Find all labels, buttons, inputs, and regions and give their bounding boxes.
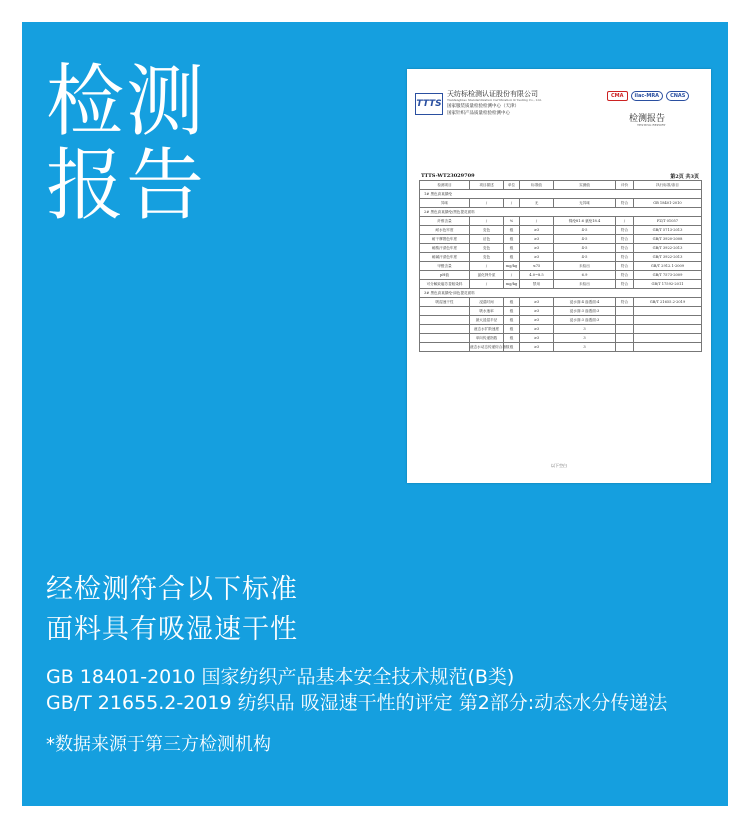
table-cell: 可分解致癌芳香胺染料 xyxy=(420,280,470,289)
report-footer: 以下空白 xyxy=(551,463,567,468)
standard-line-2: GB/T 21655.2-2019 纺织品 吸湿速干性的评定 第2部分:动态水分传递法 xyxy=(46,692,668,714)
table-cell: ≥3 xyxy=(520,253,554,262)
page-title xyxy=(46,57,207,231)
table-cell: 4-5 xyxy=(554,244,616,253)
table-cell: 液态水动态传递综合指数 xyxy=(470,343,504,352)
table-cell: FZ/T 01057 xyxy=(634,217,702,226)
table-cell xyxy=(420,325,470,334)
table-cell: 耐水色牢度 xyxy=(420,226,470,235)
section-label: 1# 黑色高莫腈纶 xyxy=(420,190,702,199)
table-cell: / xyxy=(470,262,504,271)
table-cell xyxy=(616,343,634,352)
table-row xyxy=(420,316,702,325)
table-cell: GB/T 7573-2009 xyxy=(634,271,702,280)
table-cell: 最大浸湿半径 xyxy=(470,316,504,325)
table-cell: 未检出 xyxy=(554,262,616,271)
table-cell xyxy=(616,316,634,325)
table-cell: / xyxy=(504,271,520,280)
table-cell: 3 xyxy=(554,325,616,334)
table-cell xyxy=(616,325,634,334)
table-cell: % xyxy=(504,217,520,226)
table-header-cell: 单位 xyxy=(504,181,520,190)
table-cell: ≥3 xyxy=(520,316,554,325)
table-cell: 氯化钾介质 xyxy=(470,271,504,280)
table-cell: 级 xyxy=(504,298,520,307)
blue-panel xyxy=(22,22,728,806)
table-cell: 甲醛含量 xyxy=(420,262,470,271)
table-row xyxy=(420,262,702,271)
table-header-cell: 执行标准/条目 xyxy=(634,181,702,190)
table-cell: mg/kg xyxy=(504,280,520,289)
cma-badge: CMA xyxy=(607,91,628,101)
table-cell: 级 xyxy=(504,253,520,262)
table-cell xyxy=(616,307,634,316)
table-cell: 4-5 xyxy=(554,253,616,262)
table-cell: 符合 xyxy=(616,298,634,307)
table-cell: ≥3 xyxy=(520,244,554,253)
org-line-1: 国家服装质量检验检测中心（天津） xyxy=(447,104,519,109)
table-cell: 6.9 xyxy=(554,271,616,280)
table-row xyxy=(420,325,702,334)
table-header-row xyxy=(420,181,702,190)
table-cell: 符合 xyxy=(616,226,634,235)
table-header-cell: 检测项目 xyxy=(420,181,470,190)
table-cell: 符合 xyxy=(616,262,634,271)
section-label: 2# 黑色高莫腈纶/黑色提花面料 xyxy=(420,208,702,217)
table-cell: 无异味 xyxy=(554,199,616,208)
report-title: 检测报告 xyxy=(629,114,666,124)
table-cell xyxy=(634,307,702,316)
table-cell: 符合 xyxy=(616,244,634,253)
table-cell xyxy=(634,334,702,343)
table-cell xyxy=(420,343,470,352)
table-cell: 浸水面:3 渗透面:3 xyxy=(554,316,616,325)
table-cell: 符合 xyxy=(616,280,634,289)
table-cell: ≥3 xyxy=(520,235,554,244)
table-cell: / xyxy=(616,217,634,226)
table-cell: 单向传递指数 xyxy=(470,334,504,343)
table-cell: ≤75 xyxy=(520,262,554,271)
table-cell: 4-5 xyxy=(554,235,616,244)
table-row xyxy=(420,235,702,244)
table-cell: GB/T 17592-2011 xyxy=(634,280,702,289)
table-cell: 变色 xyxy=(470,253,504,262)
subtitle-line-1: 经检测符合以下标准 xyxy=(46,574,298,605)
subtitle-line-2: 面料具有吸湿速干性 xyxy=(46,614,298,645)
table-cell: 级 xyxy=(504,325,520,334)
org-line-2: 国家针织产品质量检验检测中心 xyxy=(447,111,510,116)
table-cell: 液态水扩散速度 xyxy=(470,325,504,334)
table-cell: 浸水面:3 渗透面:3 xyxy=(554,307,616,316)
table-cell: ≥3 xyxy=(520,226,554,235)
table-header-cell: 实测值 xyxy=(554,181,616,190)
table-cell xyxy=(634,325,702,334)
table-cell: GB/T 3922-2013 xyxy=(634,244,702,253)
table-cell: / xyxy=(470,280,504,289)
standard-line-1: GB 18401-2010 国家纺织产品基本安全技术规范(B类) xyxy=(46,666,515,688)
table-cell: 级 xyxy=(504,226,520,235)
table-cell xyxy=(420,334,470,343)
table-cell: 吸水速率 xyxy=(470,307,504,316)
table-cell: 耐干摩擦色牢度 xyxy=(420,235,470,244)
table-header-cell: 标准值 xyxy=(520,181,554,190)
table-header-cell: 项目描述 xyxy=(470,181,504,190)
table-cell xyxy=(420,316,470,325)
report-number: TTTS-WT23029709 xyxy=(421,173,475,179)
table-cell xyxy=(634,316,702,325)
table-cell: mg/kg xyxy=(504,262,520,271)
table-row xyxy=(420,280,702,289)
results-table xyxy=(419,180,702,352)
table-section-row xyxy=(420,190,702,199)
table-cell: 3 xyxy=(554,334,616,343)
title-line-1: 检测 xyxy=(46,57,207,147)
table-row xyxy=(420,253,702,262)
org-name-cn: 天纺标检测认证股份有限公司 xyxy=(447,90,538,98)
table-cell: 吸湿速干性 xyxy=(420,298,470,307)
table-cell: ≥3 xyxy=(520,325,554,334)
table-cell: ≥3 xyxy=(520,334,554,343)
table-row xyxy=(420,244,702,253)
table-cell: GB/T 5713-2013 xyxy=(634,226,702,235)
org-name-en: Tianfangbiao Standardization Certification & Testing Co., Ltd. xyxy=(447,98,542,102)
table-cell: 符合 xyxy=(616,235,634,244)
table-cell: GB/T 3920-2008 xyxy=(634,235,702,244)
table-cell: 4.0~8.5 xyxy=(520,271,554,280)
table-cell: / xyxy=(470,217,504,226)
certification-badges xyxy=(607,91,689,101)
table-cell: 禁用 xyxy=(520,280,554,289)
table-cell: 3 xyxy=(554,343,616,352)
table-cell: 4-5 xyxy=(554,226,616,235)
table-cell: 变色 xyxy=(470,226,504,235)
table-cell: 浸湿时间 xyxy=(470,298,504,307)
table-cell xyxy=(634,343,702,352)
table-cell: ≥3 xyxy=(520,343,554,352)
table-body xyxy=(420,190,702,352)
table-cell: / xyxy=(520,217,554,226)
table-cell: 纤维含量 xyxy=(420,217,470,226)
table-cell: 浸水面:4 渗透面:4 xyxy=(554,298,616,307)
table-cell: 变色 xyxy=(470,244,504,253)
table-cell: pH值 xyxy=(420,271,470,280)
cnas-badge: CNAS xyxy=(666,91,689,101)
ilac-badge: ilac-MRA xyxy=(631,91,664,101)
table-row xyxy=(420,217,702,226)
table-row xyxy=(420,334,702,343)
table-cell: 符合 xyxy=(616,271,634,280)
table-cell: 级 xyxy=(504,307,520,316)
table-cell: 级 xyxy=(504,316,520,325)
table-cell: 级 xyxy=(504,343,520,352)
test-report-document xyxy=(407,69,711,483)
table-cell: 耐酸汗渍色牢度 xyxy=(420,244,470,253)
table-cell: GB 18401-2010 xyxy=(634,199,702,208)
table-cell: / xyxy=(504,199,520,208)
table-cell: GB/T 2912.1-2009 xyxy=(634,262,702,271)
table-cell: 级 xyxy=(504,334,520,343)
table-row xyxy=(420,271,702,280)
table-cell: 耐碱汗渍色牢度 xyxy=(420,253,470,262)
title-line-2: 报告 xyxy=(46,141,207,231)
table-row xyxy=(420,343,702,352)
table-section-row xyxy=(420,289,702,298)
data-source-note: *数据来源于第三方检测机构 xyxy=(46,734,271,755)
table-cell: 锦纶81.6 氨纶18.4 xyxy=(554,217,616,226)
table-cell: / xyxy=(470,199,504,208)
table-cell: 未检出 xyxy=(554,280,616,289)
table-cell: 异味 xyxy=(420,199,470,208)
section-label: 3# 黑色高莫腈纶-绿色提花面料 xyxy=(420,289,702,298)
table-row xyxy=(420,307,702,316)
table-cell: GB/T 21655.2-2019 xyxy=(634,298,702,307)
table-cell: 沾色 xyxy=(470,235,504,244)
table-cell xyxy=(420,307,470,316)
table-cell: 符合 xyxy=(616,199,634,208)
table-row xyxy=(420,298,702,307)
table-cell: 无 xyxy=(520,199,554,208)
ttts-logo: TTTS xyxy=(415,93,443,115)
table-cell: ≥3 xyxy=(520,307,554,316)
table-cell: ≥3 xyxy=(520,298,554,307)
table-row xyxy=(420,199,702,208)
table-cell: 级 xyxy=(504,235,520,244)
page-number: 第2页 共3页 xyxy=(670,174,699,180)
table-header-cell: 评价 xyxy=(616,181,634,190)
table-cell xyxy=(616,334,634,343)
report-title-en: TESTING REPORT xyxy=(637,123,666,127)
table-cell: 级 xyxy=(504,244,520,253)
table-row xyxy=(420,226,702,235)
table-cell: GB/T 3922-2013 xyxy=(634,253,702,262)
table-section-row xyxy=(420,208,702,217)
table-cell: 符合 xyxy=(616,253,634,262)
